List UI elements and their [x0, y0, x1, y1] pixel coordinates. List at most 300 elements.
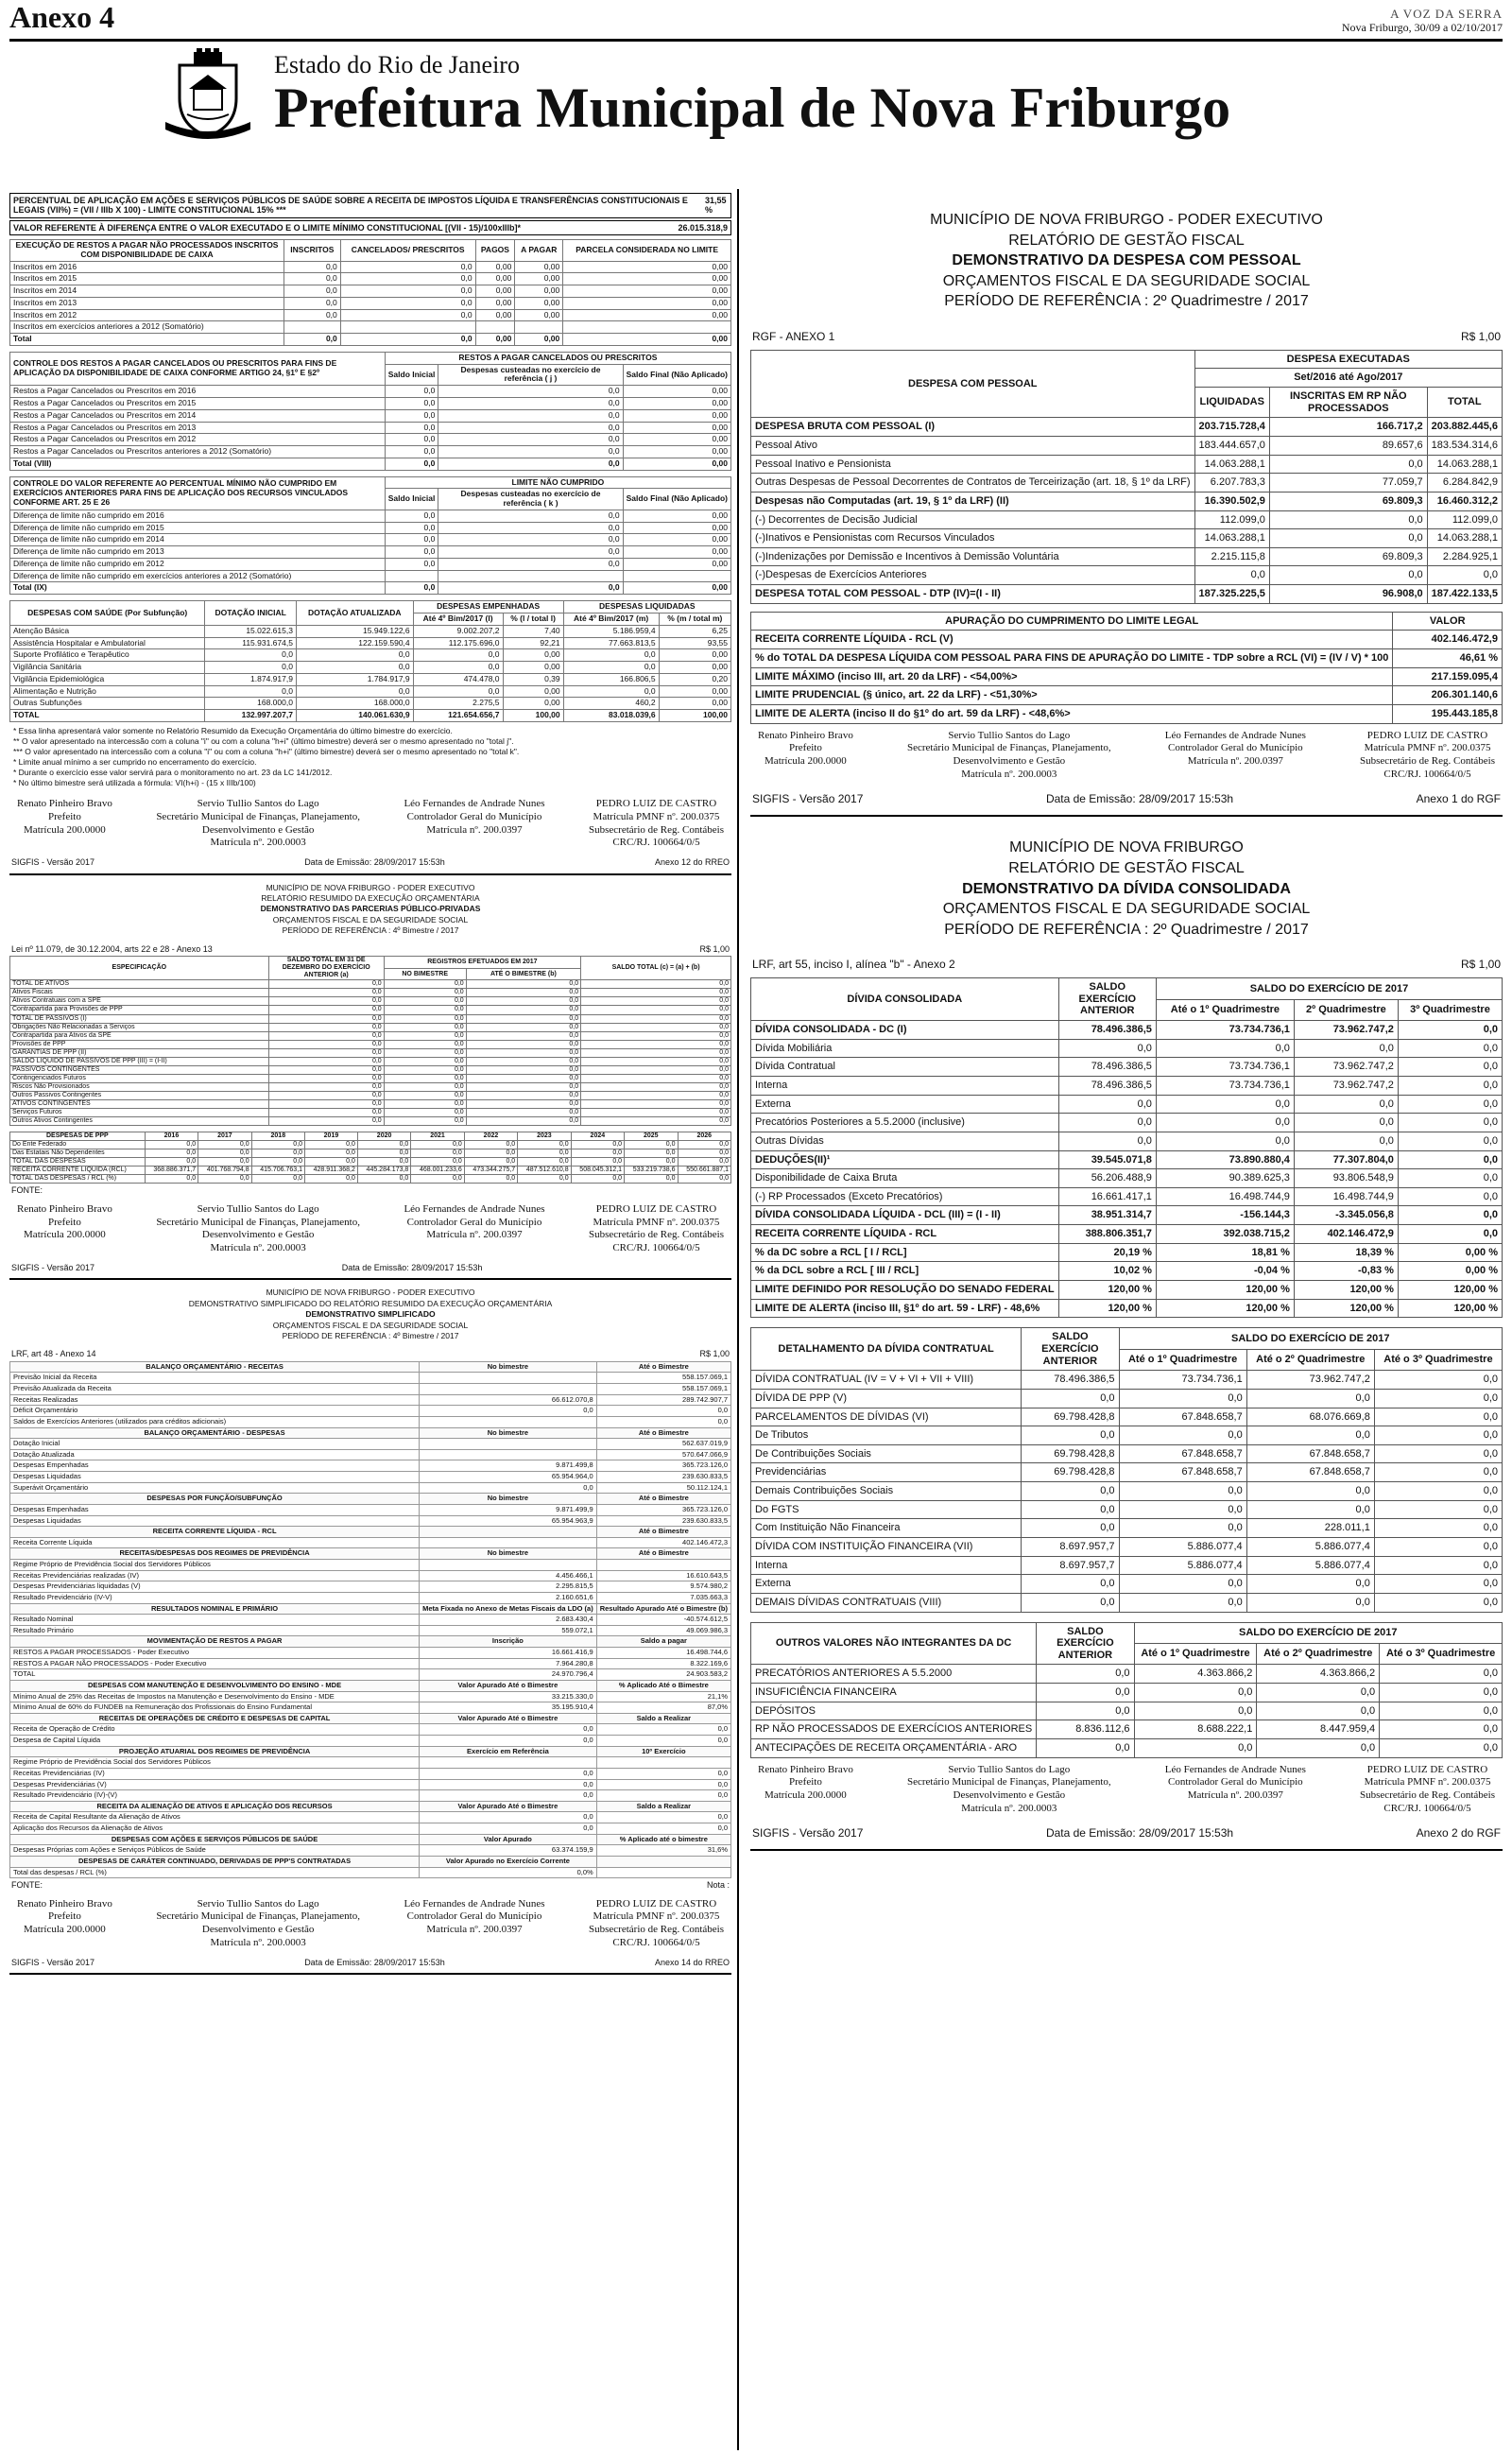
- ppp-h2: NO BIMESTRE: [384, 968, 466, 980]
- table-cell: 187.325.225,5: [1194, 585, 1269, 604]
- row-label: Receita de Capital Resultante da Alienação de Ativos: [10, 1812, 420, 1823]
- section-row: [10, 1746, 731, 1757]
- table-cell: 0,0: [1294, 1039, 1398, 1058]
- row-label: Vigilância Sanitária: [10, 662, 205, 674]
- table-row: [10, 1141, 731, 1149]
- table-cell: 0,0: [438, 422, 623, 434]
- table-cell: 0,0: [581, 1065, 731, 1074]
- table-cell: 368.886.371,7: [145, 1167, 198, 1175]
- table-row: [751, 1538, 1503, 1557]
- table-cell: 120,00 %: [1398, 1299, 1502, 1318]
- table-cell: 0,00: [563, 309, 731, 321]
- table-cell: 0,0: [581, 1023, 731, 1031]
- signature-role2: Subsecretário de Reg. Contábeis: [589, 1229, 724, 1241]
- table-cell: 0,0: [1037, 1739, 1134, 1758]
- table-cell: 0,00: [623, 434, 730, 446]
- signature-role2: Desenvolvimento e Gestão: [201, 1924, 315, 1936]
- table-cell: 0,00: [659, 649, 730, 662]
- table-row: [751, 1482, 1503, 1501]
- row-label: Mínimo Anual de 60% do FUNDEB na Remuneração dos Profissionais do Ensino Fundamental: [10, 1702, 420, 1714]
- table-cell: 8.688.222,1: [1134, 1720, 1257, 1739]
- table-cell: 0,00: [659, 662, 730, 674]
- table-cell: 415.706.763,1: [251, 1167, 304, 1175]
- table-cell: 0,0: [1022, 1426, 1119, 1445]
- table-row: [751, 436, 1503, 455]
- table-row: [10, 1570, 731, 1581]
- saude-h4: % (l / total l): [503, 614, 563, 626]
- row-label: Diferença de limite não cumprido em exercícios anteriores a 2012 (Somatório): [10, 570, 386, 582]
- table-cell: 0,0: [1246, 1482, 1374, 1501]
- table-cell: 0,0: [340, 273, 475, 285]
- table-cell: 89.657,6: [1269, 436, 1427, 455]
- divida-h0: DÍVIDA CONSOLIDADA: [751, 978, 1059, 1021]
- row-label: Suporte Profilático e Terapêutico: [10, 649, 205, 662]
- table-cell: 0,0: [284, 309, 340, 321]
- table-cell: 14.063.288,1: [1427, 529, 1502, 548]
- table-cell: 0,0: [268, 1048, 384, 1057]
- table-row: [10, 1790, 731, 1802]
- limite-table: [9, 476, 731, 596]
- table-cell: 112.099,0: [1427, 510, 1502, 529]
- row-label: Pessoal Inativo e Pensionista: [751, 455, 1195, 474]
- table-row: [10, 1460, 731, 1472]
- row-label: Dotação Inicial: [10, 1439, 420, 1450]
- table-cell: 0,0: [466, 1006, 580, 1014]
- table-cell: 0,0: [1119, 1500, 1246, 1519]
- table-cell: 570.647.066,9: [596, 1449, 730, 1460]
- table-cell: 0,0: [581, 1091, 731, 1099]
- det-h2: Até o 1º Quadrimestre: [1119, 1349, 1246, 1370]
- table-row: [751, 1519, 1503, 1538]
- table-cell: 0,0: [678, 1141, 731, 1149]
- row-label: DÍVIDA CONSOLIDADA LÍQUIDA - DCL (III) = (I - II): [751, 1206, 1059, 1225]
- table-cell: Valor Apurado Até o Bimestre: [420, 1680, 597, 1691]
- table-cell: 0,0: [464, 1149, 517, 1158]
- table-cell: 0,0: [384, 980, 466, 989]
- table-cell: 4.363.866,2: [1134, 1665, 1257, 1684]
- table-cell: 14.063.288,1: [1194, 529, 1269, 548]
- simp-meta: LRF, art 48 - Anexo 14 R$ 1,00: [11, 1349, 730, 1359]
- row-label: Receita de Operação de Crédito: [10, 1724, 420, 1736]
- table-cell: 0,0: [384, 1040, 466, 1048]
- signature-id: CRC/RJ. 100664/0/5: [1383, 768, 1471, 780]
- table-cell: 0,0: [385, 458, 438, 470]
- row-label: Restos a Pagar Cancelados ou Prescritos em 2014: [10, 409, 386, 422]
- limite-legal-body: [751, 631, 1503, 723]
- signature-name: Léo Fernandes de Andrade Nunes: [404, 1897, 545, 1910]
- table-row: [10, 1691, 731, 1702]
- table-cell: 0,0: [251, 1141, 304, 1149]
- table-cell: 0,0: [563, 685, 659, 698]
- table-row: [10, 422, 731, 434]
- table-cell: 16.460.312,2: [1427, 492, 1502, 510]
- table-cell: 77.663.813,5: [563, 637, 659, 649]
- row-label: PASSIVOS CONTINGENTES: [10, 1065, 269, 1074]
- table-cell: Inscrição: [420, 1636, 597, 1648]
- table-row: [10, 1117, 731, 1126]
- table-row: [751, 1039, 1503, 1058]
- limite-h1: Saldo Inicial: [385, 489, 438, 510]
- ppp-h4: SALDO TOTAL (c) = (a) + (b): [581, 957, 731, 980]
- signature-name: Servio Tullio Santos do Lago: [197, 1897, 319, 1910]
- table-cell: % Aplicado Até o Bimestre: [596, 1680, 730, 1691]
- row-label: Regime Próprio de Previdência Social dos Servidores Públicos: [10, 1757, 420, 1769]
- table-cell: 0,0: [411, 1158, 464, 1167]
- table-row: [10, 1023, 731, 1031]
- table-cell: 0,0: [1374, 1371, 1502, 1390]
- column-header: DESPESAS DE PPP: [10, 1132, 146, 1141]
- table-cell: 18,39 %: [1294, 1243, 1398, 1262]
- table-cell: 10º Exercício: [596, 1746, 730, 1757]
- table-row: [751, 1225, 1503, 1244]
- table-cell: 0,0: [1246, 1575, 1374, 1594]
- table-cell: Saldo a Realizar: [596, 1801, 730, 1812]
- table-row: [10, 637, 731, 649]
- table-cell: [420, 1449, 597, 1460]
- table-cell: [385, 570, 438, 582]
- table-cell: [438, 570, 623, 582]
- row-label: Inscritos em 2015: [10, 273, 284, 285]
- row-label: Dívida Contratual: [751, 1058, 1059, 1077]
- table-cell: 0,0: [625, 1175, 678, 1184]
- table-cell: 183.444.657,0: [1194, 436, 1269, 455]
- table-cell: 120,00 %: [1398, 1281, 1502, 1300]
- row-label: Receitas Previdenciárias realizadas (IV): [10, 1570, 420, 1581]
- table-row: [751, 1058, 1503, 1077]
- signature-id: CRC/RJ. 100664/0/5: [612, 1936, 700, 1948]
- table-cell: 0,0: [385, 386, 438, 398]
- pessoal-h1: LIQUIDADAS: [1194, 388, 1269, 418]
- table-cell: 16.661.416,9: [420, 1648, 597, 1659]
- divida-h3: 2º Quadrimestre: [1294, 999, 1398, 1020]
- limite-legal-h0: APURAÇÃO DO CUMPRIMENTO DO LIMITE LEGAL: [751, 612, 1393, 631]
- table-cell: 0,0: [596, 1416, 730, 1427]
- table-cell: 90.389.625,3: [1156, 1169, 1294, 1188]
- section-row: [10, 1361, 731, 1373]
- table-cell: 0,0: [305, 1149, 358, 1158]
- table-row: [10, 1158, 731, 1167]
- table-cell: 0,0: [1119, 1593, 1246, 1612]
- row-label: Resultado Previdenciário (IV)-(V): [10, 1790, 420, 1802]
- table-cell: [340, 321, 475, 334]
- row-label: De Tributos: [751, 1426, 1022, 1445]
- out-h0: OUTROS VALORES NÃO INTEGRANTES DA DC: [751, 1622, 1037, 1665]
- table-cell: Até o Bimestre: [596, 1361, 730, 1373]
- table-cell: 0,0: [1294, 1132, 1398, 1150]
- table-cell: 0,0: [466, 989, 580, 997]
- table-cell: 0,0: [1269, 455, 1427, 474]
- simp-body: [10, 1361, 731, 1877]
- table-row: [10, 1724, 731, 1736]
- table-cell: 0,0: [466, 1048, 580, 1057]
- table-cell: 0,0: [1194, 566, 1269, 585]
- table-row: [10, 458, 731, 470]
- signature-role: Controlador Geral do Município: [406, 1216, 542, 1228]
- table-row: [10, 673, 731, 685]
- signature-block: [907, 730, 1111, 782]
- row-label: Déficit Orçamentário: [10, 1406, 420, 1417]
- table-cell: 0,0: [466, 1031, 580, 1040]
- table-cell: 0,0: [466, 1040, 580, 1048]
- column-header: 2025: [625, 1132, 678, 1141]
- table-cell: 166.806,5: [563, 673, 659, 685]
- table-cell: 0,0: [384, 1109, 466, 1117]
- table-cell: 0,0: [625, 1149, 678, 1158]
- table-cell: 0,0: [581, 1117, 731, 1126]
- table-cell: 78.496.386,5: [1058, 1076, 1156, 1095]
- table-cell: 0,0: [1380, 1720, 1503, 1739]
- table-cell: 5.886.077,4: [1246, 1556, 1374, 1575]
- table-cell: 63.374.159,9: [420, 1845, 597, 1857]
- row-label: Ativos Fiscais: [10, 989, 269, 997]
- row-label: RESTOS A PAGAR NÃO PROCESSADOS - Poder Executivo: [10, 1658, 420, 1669]
- section-row: [10, 1801, 731, 1812]
- table-row: [751, 1281, 1503, 1300]
- table-cell: [420, 1757, 597, 1769]
- table-cell: 8.447.959,4: [1257, 1720, 1380, 1739]
- newspaper-name: A VOZ DA SERRA: [1390, 7, 1503, 22]
- table-row: [751, 529, 1503, 548]
- row-label: Do FGTS: [751, 1500, 1022, 1519]
- table-cell: 0,0: [1398, 1225, 1502, 1244]
- column-header: 2017: [198, 1132, 251, 1141]
- table-row: [10, 1040, 731, 1048]
- table-cell: 203.715.728,4: [1194, 418, 1269, 437]
- table-cell: 0,00: [623, 458, 730, 470]
- row-label: Previsão Atualizada da Receita: [10, 1384, 420, 1395]
- table-row: [751, 1389, 1503, 1408]
- table-cell: 0,0: [1374, 1593, 1502, 1612]
- table-row: [10, 980, 731, 989]
- row-label: DÍVIDA DE PPP (V): [751, 1389, 1022, 1408]
- table-cell: 78.496.386,5: [1058, 1058, 1156, 1077]
- top-bar: [9, 0, 1503, 42]
- table-cell: [420, 1537, 597, 1548]
- signature-id: Matrícula nº. 200.0397: [426, 823, 523, 836]
- table-cell: [475, 321, 515, 334]
- section-row: [10, 1548, 731, 1560]
- signature-name: PEDRO LUIZ DE CASTRO: [1366, 1763, 1488, 1775]
- table-cell: 0,0: [411, 1175, 464, 1184]
- table-cell: 0,0: [1257, 1702, 1380, 1720]
- table-row: [10, 685, 731, 698]
- table-cell: 0,0: [563, 649, 659, 662]
- section-row: [10, 1856, 731, 1867]
- table-cell: 100,00: [659, 710, 730, 722]
- table-cell: 5.886.077,4: [1246, 1538, 1374, 1557]
- table-header-row: [10, 1132, 731, 1141]
- table-cell: 10,02 %: [1058, 1262, 1156, 1281]
- table-cell: 0,00: [515, 309, 563, 321]
- signature-block: [17, 1203, 112, 1255]
- row-label: TOTAL DAS DESPESAS / RCL (%): [10, 1175, 146, 1184]
- table-cell: 0,0: [411, 1149, 464, 1158]
- table-cell: 0,0: [581, 1040, 731, 1048]
- table-cell: 39.545.071,8: [1058, 1150, 1156, 1169]
- column-header: 2020: [357, 1132, 410, 1141]
- table-row: [10, 1472, 731, 1483]
- row-label: Disponibilidade de Caixa Bruta: [751, 1169, 1059, 1188]
- row-label: DESPESA TOTAL COM PESSOAL - DTP (IV)=(I - II): [751, 585, 1195, 604]
- row-label: Contrapartida para Provisões de PPP: [10, 1006, 269, 1014]
- table-cell: 14.063.288,1: [1194, 455, 1269, 474]
- controle-h1: Saldo Inicial: [385, 364, 438, 386]
- signature-name: PEDRO LUIZ DE CASTRO: [595, 1897, 717, 1910]
- table-row: [10, 434, 731, 446]
- row-label: % da DCL sobre a RCL [ III / RCL]: [751, 1262, 1059, 1281]
- signature-name: Renato Pinheiro Bravo: [17, 1202, 112, 1215]
- table-row: [751, 667, 1503, 686]
- signature-role: Prefeito: [789, 1776, 822, 1789]
- table-cell: 0,0: [438, 446, 623, 458]
- signatures-3: [9, 1892, 731, 1956]
- table-cell: 0,00: [515, 334, 563, 346]
- table-cell: 0,00: [503, 662, 563, 674]
- divida-title: MUNICÍPIO DE NOVA FRIBURGO RELATÓRIO DE GESTÃO FISCAL DEMONSTRATIVO DA DÍVIDA CONSOLIDADA ORÇAMENTOS FISCAL E DA SEGURIDADE SOCIAL PERÍODO DE REFERÊNCIA : 2º Quadrimestre / 2017: [942, 839, 1311, 938]
- table-cell: Valor Apurado Até o Bimestre: [420, 1801, 597, 1812]
- row-label: Pessoal Ativo: [751, 436, 1195, 455]
- table-cell: 0,0: [198, 1175, 251, 1184]
- table-cell: 73.734.736,1: [1156, 1076, 1294, 1095]
- table-cell: 0,0: [268, 997, 384, 1006]
- signature-id: Matrícula 200.0000: [24, 1229, 106, 1241]
- table-cell: [515, 321, 563, 334]
- table-cell: 73.962.747,2: [1294, 1076, 1398, 1095]
- table-cell: 6.284.842,9: [1427, 474, 1502, 493]
- table-cell: 0,0: [357, 1175, 410, 1184]
- table-cell: 2.215.115,8: [1194, 547, 1269, 566]
- table-cell: 0,0: [384, 1006, 466, 1014]
- table-cell: 0,0: [384, 1074, 466, 1082]
- table-cell: 0,0: [268, 1031, 384, 1040]
- simp-table: [9, 1361, 731, 1878]
- table-cell: 0,0: [581, 1109, 731, 1117]
- table-cell: 65.954.964,0: [420, 1472, 597, 1483]
- signature-id: CRC/RJ. 100664/0/5: [612, 837, 700, 849]
- table-cell: 0,0: [1398, 1206, 1502, 1225]
- table-cell: 0,0: [384, 1082, 466, 1091]
- row-label: Outras Subfunções: [10, 698, 205, 710]
- table-row: [751, 1187, 1503, 1206]
- row-label: DESPESAS DE CARÁTER CONTINUADO, DERIVADAS DE PPP'S CONTRATADAS: [10, 1856, 420, 1867]
- table-cell: 0,0: [596, 1779, 730, 1790]
- table-cell: 0,0: [1246, 1500, 1374, 1519]
- table-row: [10, 1515, 731, 1527]
- table-cell: 9.871.499,8: [420, 1460, 597, 1472]
- row-label: Total: [10, 334, 284, 346]
- table-cell: 0,0: [268, 1074, 384, 1082]
- table-cell: 0,0: [284, 285, 340, 298]
- table-cell: 67.848.658,7: [1119, 1463, 1246, 1482]
- table-cell: 2.295.815,5: [420, 1581, 597, 1593]
- row-label: Restos a Pagar Cancelados ou Prescritos em 2016: [10, 386, 386, 398]
- table-row: [10, 582, 731, 595]
- table-row: [10, 1669, 731, 1681]
- row-label: PRECATÓRIOS ANTERIORES A 5.5.2000: [751, 1665, 1037, 1684]
- row-label: DEDUÇÕES(II)¹: [751, 1150, 1059, 1169]
- table-cell: 0,0: [518, 1141, 571, 1149]
- signature-block: [1165, 1764, 1306, 1816]
- table-cell: 0,0: [205, 685, 297, 698]
- row-label: RECEITA DA ALIENAÇÃO DE ATIVOS E APLICAÇÃO DOS RECURSOS: [10, 1801, 420, 1812]
- table-row: [751, 1684, 1503, 1702]
- table-cell: 0,0: [284, 273, 340, 285]
- restos-body: [10, 261, 731, 345]
- row-label: Interna: [751, 1076, 1059, 1095]
- table-cell: [420, 1416, 597, 1427]
- table-row: [10, 386, 731, 398]
- signature-name: Léo Fernandes de Andrade Nunes: [404, 798, 545, 810]
- signature-block: [758, 1764, 853, 1816]
- table-cell: 0,0: [1398, 1058, 1502, 1077]
- table-cell: 0,0: [466, 1100, 580, 1109]
- row-label: Aplicação dos Recursos da Alienação de Ativos: [10, 1823, 420, 1835]
- table-cell: 0,0: [1257, 1684, 1380, 1702]
- row-label: Provisões de PPP: [10, 1040, 269, 1048]
- out-h1: SALDO EXERCÍCIO ANTERIOR: [1037, 1622, 1134, 1665]
- row-label: Dívida Mobiliária: [751, 1039, 1059, 1058]
- table-cell: 0,00: [503, 685, 563, 698]
- table-cell: 365.723.126,0: [596, 1460, 730, 1472]
- row-label: Dotação Atualizada: [10, 1449, 420, 1460]
- table-cell: 392.038.715,2: [1156, 1225, 1294, 1244]
- divida-h4: 3º Quadrimestre: [1398, 999, 1502, 1020]
- table-row: [751, 1426, 1503, 1445]
- table-cell: 0,00: [623, 522, 730, 534]
- right-column: [739, 189, 1503, 2450]
- table-cell: 132.997.207,7: [205, 710, 297, 722]
- pessoal-table: [750, 350, 1503, 604]
- row-label: Despesas Próprias com Ações e Serviços Públicos de Saúde: [10, 1845, 420, 1857]
- table-row: [10, 1845, 731, 1857]
- table-cell: 0,0: [268, 1117, 384, 1126]
- table-row: [10, 1031, 731, 1040]
- state-name: Estado do Rio de Janeiro: [274, 51, 520, 79]
- table-cell: 5.186.959,4: [563, 625, 659, 637]
- table-cell: 31,6%: [596, 1845, 730, 1857]
- table-row: [751, 547, 1503, 566]
- table-cell: 0,00: [475, 273, 515, 285]
- signature-id: Matrícula nº. 200.0397: [426, 1229, 523, 1241]
- table-cell: 0,0: [438, 510, 623, 522]
- table-cell: 67.848.658,7: [1119, 1444, 1246, 1463]
- table-row: [10, 1406, 731, 1417]
- table-row: [10, 1065, 731, 1074]
- table-cell: 0,0%: [420, 1867, 597, 1878]
- saude-h3: Até 4º Bim/2017 (l): [413, 614, 503, 626]
- row-label: DÍVIDA CONSOLIDADA - DC (I): [751, 1021, 1059, 1040]
- table-cell: 0,0: [340, 334, 475, 346]
- table-row: [751, 649, 1503, 668]
- row-label: % da DC sobre a RCL [ I / RCL]: [751, 1243, 1059, 1262]
- table-cell: 0,0: [1398, 1076, 1502, 1095]
- table-cell: 533.219.738,6: [625, 1167, 678, 1175]
- divida-group: SALDO DO EXERCÍCIO DE 2017: [1156, 978, 1502, 999]
- table-cell: 0,0: [413, 685, 503, 698]
- signature-role: Controlador Geral do Município: [406, 1910, 542, 1923]
- table-cell: 0,00: [515, 297, 563, 309]
- table-cell: 0,0: [678, 1175, 731, 1184]
- table-cell: 73.962.747,2: [1246, 1371, 1374, 1390]
- table-cell: 0,0: [420, 1724, 597, 1736]
- table-cell: 0,0: [596, 1768, 730, 1779]
- columns: [9, 189, 1503, 2450]
- table-cell: 0,0: [571, 1158, 624, 1167]
- table-cell: 122.159.590,4: [296, 637, 413, 649]
- signature-role: Prefeito: [48, 1216, 81, 1228]
- table-cell: 69.809,3: [1269, 492, 1427, 510]
- signature-role: Secretário Municipal de Finanças, Planejamento,: [156, 1216, 360, 1228]
